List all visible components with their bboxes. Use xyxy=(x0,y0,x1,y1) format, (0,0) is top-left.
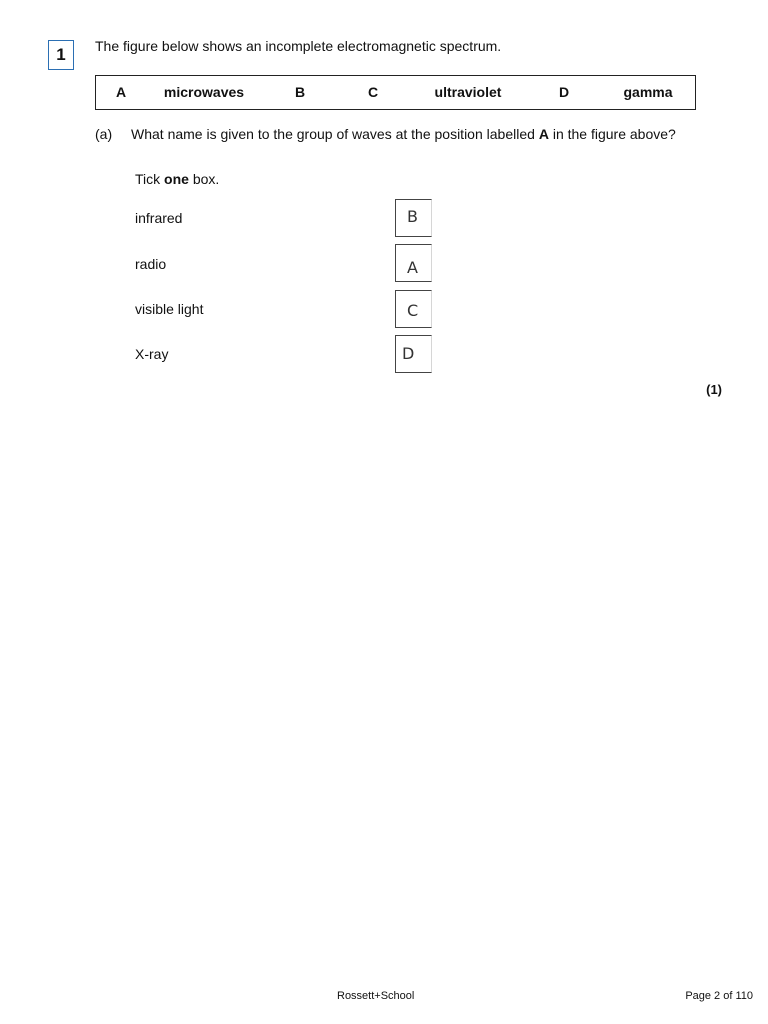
tick-box-mark: C xyxy=(407,301,419,320)
option-label-visible-light: visible light xyxy=(135,301,204,317)
footer-page-number: Page 2 of 110 xyxy=(685,990,753,1002)
tick-box-mark: B xyxy=(407,207,418,226)
question-text-end: in the figure above? xyxy=(548,126,676,142)
tick-box-mark: A xyxy=(407,258,418,277)
tick-box-mark: D xyxy=(402,344,415,363)
tick-box-x-ray[interactable] xyxy=(395,335,432,373)
spectrum-cell-a: A xyxy=(115,84,127,100)
option-label-infrared: infrared xyxy=(135,210,183,226)
tick-instruction xyxy=(135,171,219,187)
spectrum-cell-c: C xyxy=(367,84,379,100)
question-text-bold: A xyxy=(538,126,549,142)
marks-indicator: (1) xyxy=(706,382,722,397)
spectrum-cell-gamma: gamma xyxy=(623,84,673,100)
question-number-box: 1 xyxy=(48,40,74,70)
option-label-x-ray: X-ray xyxy=(135,346,169,362)
tick-box-radio[interactable] xyxy=(395,244,432,282)
question-text-start: What name is given to the group of waves at the position labelled xyxy=(131,126,539,142)
spectrum-cell-ultraviolet: ultraviolet xyxy=(434,84,502,100)
spectrum-table xyxy=(95,75,696,110)
instruction-text-bold: one xyxy=(164,171,189,187)
tick-box-visible-light[interactable] xyxy=(395,290,432,328)
part-a-label: (a) xyxy=(95,126,113,142)
spectrum-cell-b: B xyxy=(294,84,306,100)
instruction-text-start: Tick xyxy=(135,171,165,187)
instruction-text-end: box. xyxy=(188,171,220,187)
option-label-radio: radio xyxy=(135,256,167,272)
spectrum-cell-microwaves: microwaves xyxy=(163,84,245,100)
tick-box-infrared[interactable] xyxy=(395,199,432,237)
question-stem: The figure below shows an incomplete electromagnetic spectrum. xyxy=(95,38,502,54)
footer-school-name: Rossett+School xyxy=(337,990,415,1002)
part-a-question xyxy=(131,126,676,142)
spectrum-cell-d: D xyxy=(558,84,570,100)
